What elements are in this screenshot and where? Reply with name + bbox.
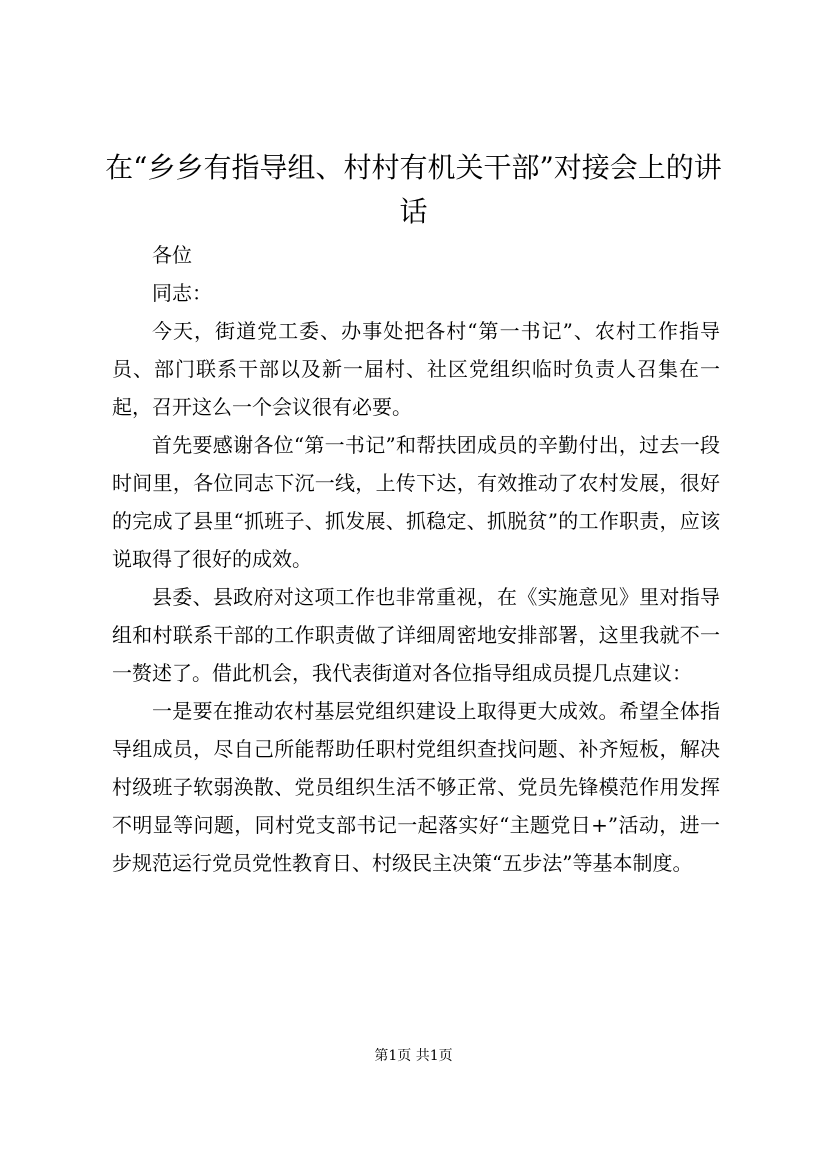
paragraph-salutation-1: 各位 [152,243,192,267]
document-body [112,236,720,882]
page-footer: 第1页 共1页 [374,1048,453,1064]
paragraph: 今天，街道党工委、办事处把各村“第一书记”、农村工作指导员、部门联系干部以及新一届村、社区党组织临时负责人召集在一起，召开这么一个会议很有必要。 [112,319,720,419]
paragraph: 县委、县政府对这项工作也非常重视，在《实施意见》里对指导组和村联系干部的工作职责做了详细周密地安排部署，这里我就不一一赘述了。借此机会，我代表街道对各位指导组成员提几点建议： [112,585,720,685]
document-title: 在“乡乡有指导组、村村有机关干部”对接会上的讲话 [105,151,722,228]
paragraph: 首先要感谢各位“第一书记”和帮扶团成员的辛勤付出，过去一段时间里，各位同志下沉一线，上传下达，有效推动了农村发展，很好的完成了县里“抓班子、抓发展、抓稳定、抓脱贫”的工作职责，应该说取得了很好的成效。 [112,433,720,571]
paragraph: 一是要在推动农村基层党组织建设上取得更大成效。希望全体指导组成员，尽自己所能帮助任职村党组织查找问题、补齐短板，解决村级班子软弱涣散、党员组织生活不够正常、党员先锋模范作用发挥不明显等问题，同村党支部书记一起落实好“主题党日+”活动，进一步规范运行党员党性教育日、村级民主决策“五步法”等基本制度。 [112,699,720,875]
paragraph-salutation-2: 同志： [152,281,212,305]
